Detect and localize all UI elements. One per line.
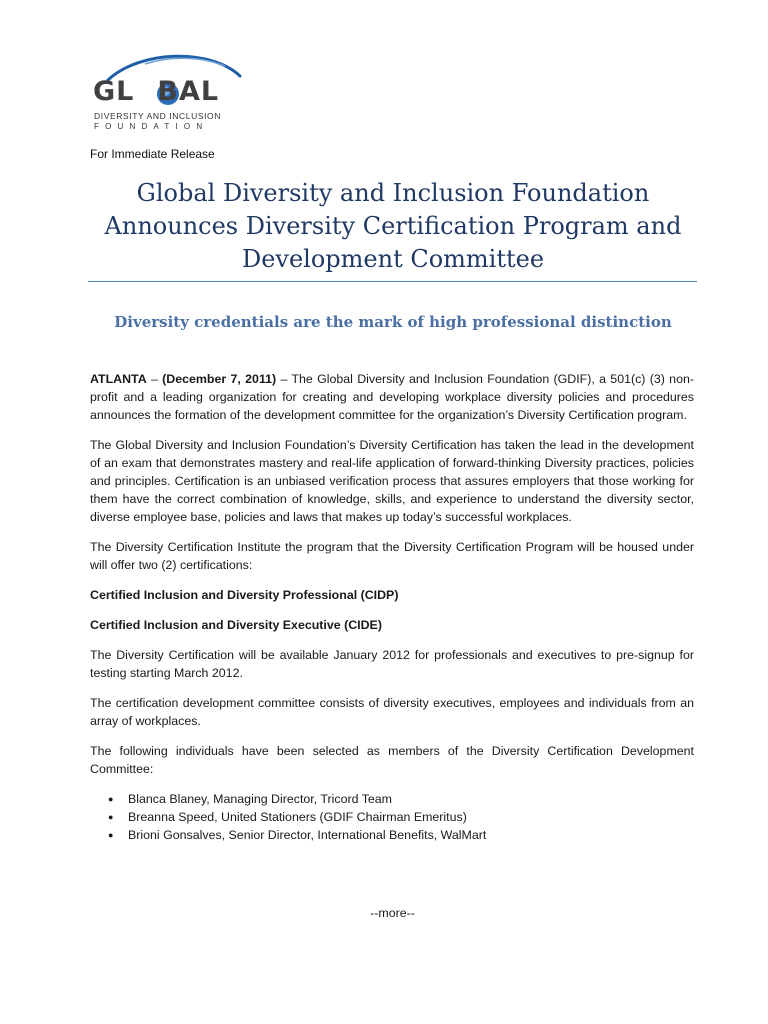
logo-subtitle-line1: DIVERSITY AND INCLUSION [94, 111, 222, 121]
paragraph-members-intro: The following individuals have been selected as members of the Diversity Certification Development Committee: [90, 744, 694, 776]
paragraph-institute: The Diversity Certification Institute the program that the Diversity Certification Program will be housed under will offer two (2) certifications: [90, 540, 694, 572]
dateline-date: (December 7, 2011) [162, 372, 277, 386]
dateline-dash: – [146, 372, 163, 386]
headline-divider [88, 281, 697, 282]
headline: Global Diversity and Inclusion Foundation Announces Diversity Certification Program and Development Committee [104, 179, 682, 273]
paragraph-exam: The Global Diversity and Inclusion Foundation’s Diversity Certification has taken the lead in the development of an exam that demonstrates mastery and real-life application of forward-thinking Diversity practices, policies and principles. Certification is an unbiased verification process that assures employers that those working for them have the correct combination of knowledge, skills, and experience to understand the diversity sector, diverse employee base, policies and laws that makes up today’s successful workplaces. [90, 438, 694, 524]
list-item: ● Blanca Blaney, Managing Director, Tricord Team [114, 790, 694, 808]
certification-cidp: Certified Inclusion and Diversity Professional (CIDP) [90, 588, 399, 602]
release-label: For Immediate Release [90, 147, 215, 161]
logo-wordmark: GL BAL [93, 76, 220, 107]
gdif-logo [90, 50, 250, 135]
paragraph-availability: The Diversity Certification will be available January 2012 for professionals and executives to pre-signup for testing starting March 2012. [90, 648, 694, 680]
paragraph-committee: The certification development committee consists of diversity executives, employees and individuals from an array of workplaces. [90, 696, 694, 728]
article-body [90, 370, 694, 844]
more-indicator: --more-- [370, 906, 415, 920]
subheadline: Diversity credentials are the mark of high professional distinction [114, 313, 672, 331]
list-item: ● Brioni Gonsalves, Senior Director, International Benefits, WalMart [114, 826, 694, 844]
logo-subtitle-line2: FOUNDATION [94, 122, 209, 131]
dateline-text: – The Global Diversity and Inclusion Foundation (GDIF), a 501(c) (3) non-profit and a leading organization for creating and developing workplace diversity policies and procedures announces the formation of the development committee for the organization’s Diversity Certification program. [90, 372, 694, 422]
dateline-city: ATLANTA [90, 372, 147, 386]
member-list [90, 790, 694, 844]
list-item: ● Breanna Speed, United Stationers (GDIF Chairman Emeritus) [114, 808, 694, 826]
dateline-paragraph [90, 370, 694, 424]
certification-cide: Certified Inclusion and Diversity Executive (CIDE) [90, 618, 382, 632]
